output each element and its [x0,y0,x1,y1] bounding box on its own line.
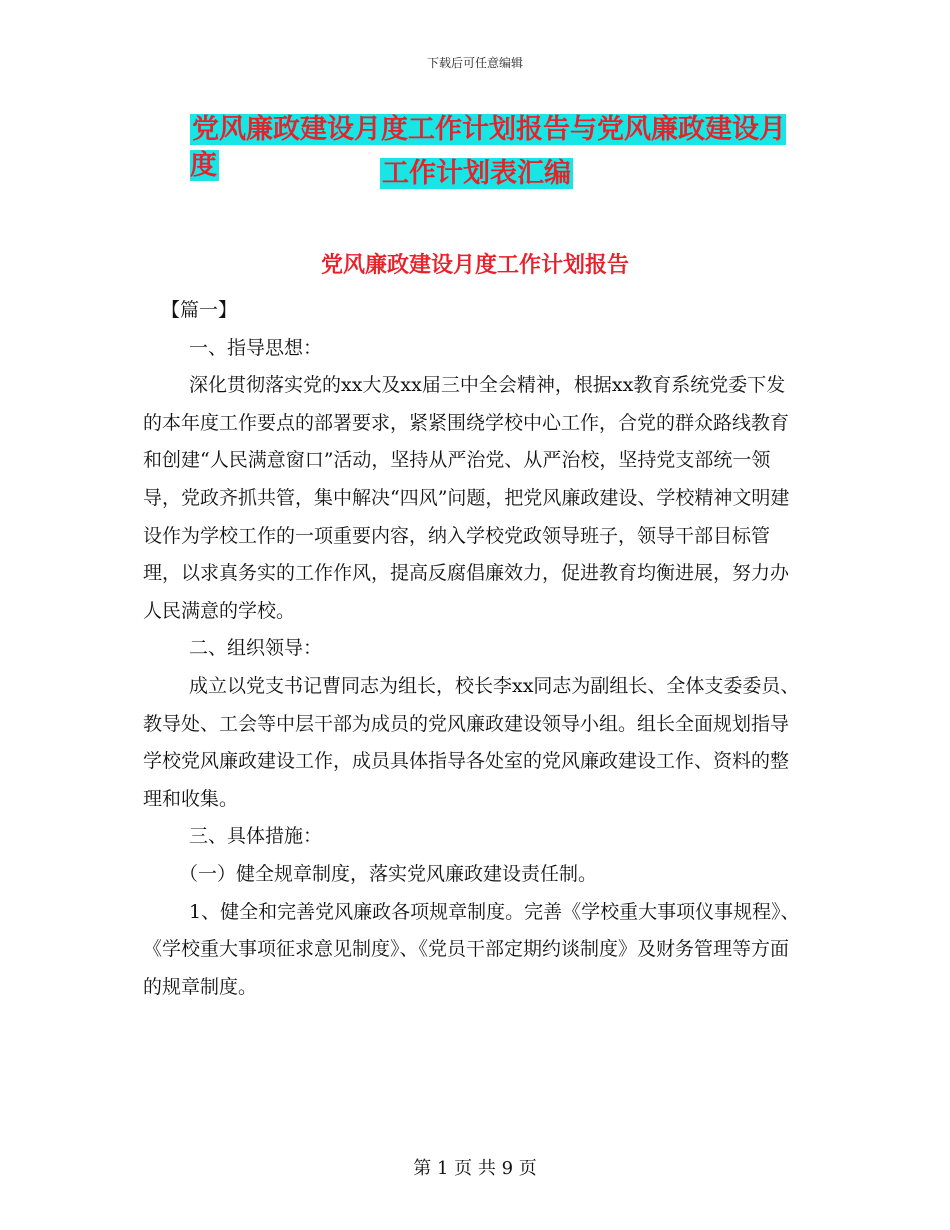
document-title-line2 [380,156,580,192]
heading-organization: 二、组织领导： [189,637,323,660]
paragraph-organization: 成立以党支书记曹同志为组长，校长李xx同志为副组长、全体支委委员、教导处、工会等中层干部为成员的党风廉政建设领导小组。组长全面规划指导学校党风廉政建设工作，成员具体指导各处室的党风廉政建设工作、资料的整理和收集。 [143,674,800,810]
paragraph-guiding-thought: 深化贯彻落实党的xx大及xx届三中全会精神，根据xx教育系统党委下发的本年度工作要点的部署要求，紧紧围绕学校中心工作，合党的群众路线教育和创建“人民满意窗口”活动，坚持从严治党、从严治校，坚持党支部统一领导，党政齐抓共管，集中解决“四风”问题，把党风廉政建设、学校精神文明建设作为学校工作的一项重要内容，纳入学校党政领导班子，领导干部目标管理，以求真务实的工作作风，提高反腐倡廉效力，促进教育均衡进展，努力办人民满意的学校。 [143,374,790,622]
section-subtitle: 党风廉政建设月度工作计划报告 [320,252,629,278]
page-footer: 第 1 页 共 9 页 [413,1158,537,1179]
subheading-measure-1: （一）健全规章制度，落实党风廉政建设责任制。 [179,862,598,885]
heading-guiding-thought: 一、指导思想： [189,336,323,359]
title-line1-text: 党风廉政建设月度工作计划报告与党风廉政建设月度 [190,114,786,181]
heading-measures: 三、具体措施： [189,825,323,848]
document-body [143,292,803,1006]
title-line2-text: 工作计划表汇编 [382,158,571,189]
header-note: 下载后可任意编辑 [426,56,523,70]
paragraph-measure-1: 1、健全和完善党风廉政各项规章制度。完善《学校重大事项仪事规程》、《学校重大事项征求意见制度》、《党员干部定期约谈制度》及财务管理等方面的规章制度。 [143,900,800,998]
section-tag: 【篇一】 [161,299,238,321]
